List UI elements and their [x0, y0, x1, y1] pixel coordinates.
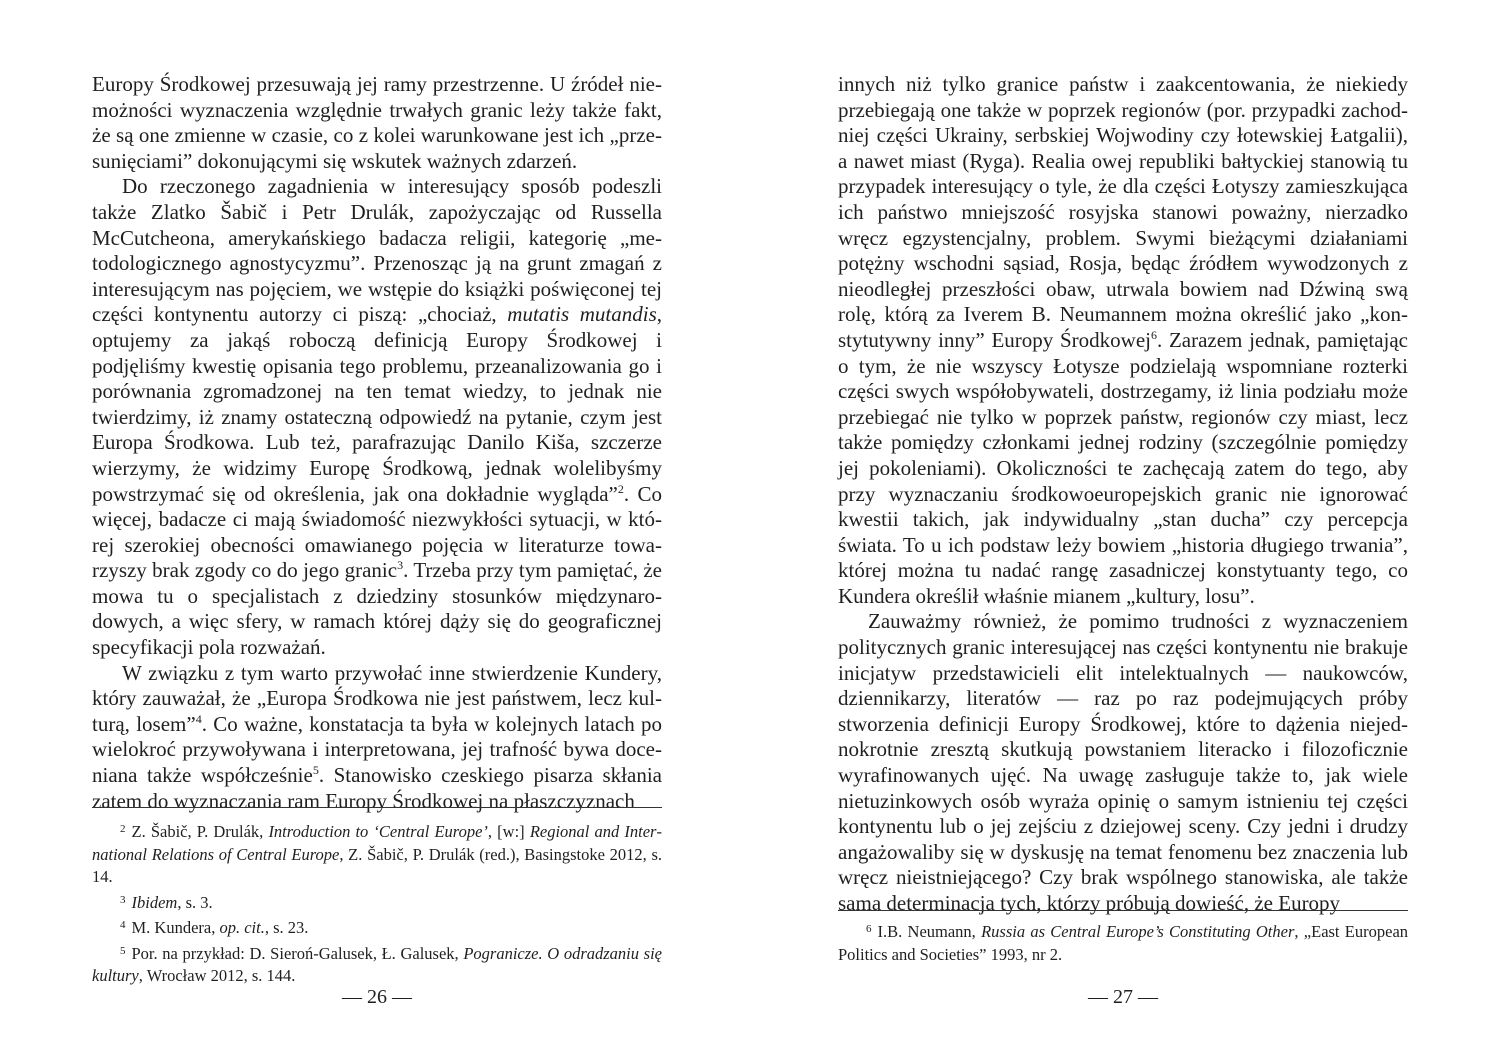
left-footnote-rule: [92, 807, 662, 808]
text-run: I.B. Neumann,: [877, 922, 982, 941]
text-run: , s. 23.: [264, 918, 309, 937]
text-run: Z. Šabič, P. Drulák,: [131, 822, 269, 841]
footnote: [92, 889, 662, 915]
footnote-reference: 5: [312, 763, 319, 778]
text-run: , optujemy za jakąś roboczą definicją Europy Środkowej i podjęliśmy kwestię opisania tego problemu, przeanalizowania go i porównania zgromadzonej na ten temat wiedzy, to jednak nie twierdzimy, iż znamy ostateczną odpowiedź na pytanie, czym jest Europa Środkowa. Lub też, parafrazując Danilo Kiša, szczerze wierzymy, że widzimy Europę Środkową, jednak wolelibyśmy powstrzymać się od określenia, jak ona dokładnie wygląda”: [92, 302, 662, 506]
text-run: Europy Środkowej przesuwają jej ramy przestrzenne. U źródeł niemożności wyznaczenia względnie trwałych granic leży także fakt, że są one zmienne w czasie, co z kolei warunkowane jest ich „przesunięciami” dokonującymi się wskutek ważnych zdarzeń.: [92, 72, 662, 173]
italic-text: Pogranicze. O odradzaniu się kultury: [92, 943, 662, 985]
italic-text: Regional and International Relations of Central Europe: [92, 822, 662, 864]
text-run: , [w:]: [487, 822, 530, 841]
footnote: [92, 914, 662, 940]
text-run: . Stanowisko czeskiego pisarza skłania zatem do wyznaczania ram Europy Środkowej na płaszczyznach: [92, 763, 662, 813]
text-run: . Co ważne, konstatacja ta była w kolejnych latach po wielokroć przywoływana i interpretowana, jej trafność bywa doceniana także współcześnie: [92, 711, 662, 788]
footnote-reference: 2: [617, 481, 624, 496]
left-page-number: — 26 —: [342, 986, 412, 1008]
left-footnotes: [92, 818, 662, 988]
text-run: . Zarazem jednak, pamiętając o tym, że nie wszyscy Łotysze podzielają wspomniane rozterki części swych współobywateli, dostrzegamy, iż linia podziału może przebiegać nie tylko w poprzek państw, regionów czy miast, lecz także pomiędzy członkami jednej rodziny (szczególnie pomiędzy jej pokoleniami). Okoliczności te zachęcają zatem do tego, aby przy wyznaczaniu środkowoeuropejskich granic nie ignorować kwestii takich, jak indywidualny „stan ducha” czy percepcja świata. To u ich podstaw leży bowiem „historia długiego trwania”, której można tu nadać rangę zasadniczej konstytuanty tego, co Kundera określił właśnie mianem „kultury, losu”.: [838, 327, 1409, 608]
body-paragraph: [92, 661, 662, 815]
italic-text: mutatis mutandis: [507, 302, 657, 327]
footnote-reference: 4: [195, 711, 202, 726]
text-run: , Wrocław 2012, s. 144.: [138, 966, 296, 985]
footnote: [92, 940, 662, 988]
footnote-number: 6: [866, 923, 872, 935]
italic-text: Introduction to ‘Central Europe’: [268, 822, 488, 841]
left-page: [92, 0, 662, 1060]
text-run: . Trzeba przy tym pamiętać, że mowa tu o specjalistach z dziedziny stosunków międzynarodowych, a więc sfery, w ramach której dąży się do geograficznej specyfikacji pola rozważań.: [92, 558, 663, 660]
text-run: . Co więcej, badacze ci mają świadomość niezwykłości sytuacji, w której szerokiej obecności omawianego pojęcia w literaturze towarzyszy brak zgody co do jego granic: [92, 481, 662, 583]
italic-text: Ibidem: [131, 892, 178, 912]
footnote-reference: 6: [1150, 327, 1157, 342]
footnote-reference: 3: [397, 558, 404, 573]
italic-text: op. cit.: [219, 918, 265, 937]
right-body-text: [838, 72, 1408, 917]
text-run: innych niż tylko granice państw i zaakcentowania, że niekiedy przebiegają one także w poprzek regionów (por. przypadki zachodniej części Ukrainy, serbskiej Wojwodiny czy łotewskiej Łatgalii), a nawet miast (Ryga). Realia owej republiki bałtyckiej stanowią tu przypadek interesujący o tyle, że dla części Łotyszy zamieszkująca ich państwo mniejszość rosyjska stanowi poważny, nierzadko wręcz egzystencjalny, problem. Swymi bieżącymi działaniami potężny wschodni sąsiad, Rosja, będąc źródłem wywodzonych z nieodległej przeszłości obaw, utrwala bowiem nad Dźwiną swą rolę, którą za Iverem B. Neumannem można określić jako „konstytutywny inny” Europy Środkowej: [838, 72, 1408, 352]
text-run: W związku z tym warto przywołać inne stwierdzenie Kundery, który zauważał, że „Europa Środkowa nie jest państwem, lecz kulturą, losem”: [92, 660, 662, 736]
left-body-text: [92, 72, 662, 814]
text-run: Do rzeczonego zagadnienia w interesujący sposób podeszli także Zlatko Šabič i Petr Drulák, zapożyczając od Russella McCutcheona, amerykańskiego badacza religii, kategorię „metodologicznego agnostycyzmu”. Przenosząc ją na grunt zmagań z interesującym nas pojęciem, we wstępie do książki poświęconej tej części kontynentu autorzy ci piszą: „chociaż,: [92, 174, 662, 327]
body-paragraph: [92, 174, 662, 660]
right-footnotes: [838, 918, 1408, 966]
footnote-number: 5: [120, 944, 126, 957]
right-footnote-rule: [838, 910, 1408, 911]
right-page-number: — 27 —: [1088, 986, 1158, 1008]
text-run: M. Kundera,: [131, 918, 220, 937]
footnote: [838, 918, 1408, 966]
text-run: , s. 3.: [177, 892, 213, 912]
footnote-number: 2: [120, 823, 126, 835]
text-run: , „East European Politics and Societies” 1993, nr 2.: [838, 922, 1409, 964]
body-paragraph: [838, 72, 1408, 609]
text-run: , Z. Šabič, P. Drulák (red.), Basingstoke 2012, s. 14.: [92, 844, 663, 886]
text-run: Zauważmy również, że pomimo trudności z wyznaczeniem politycznych granic interesującej nas części kontynentu nie brakuje inicjatyw przedstawicieli elit intelektualnych — naukowców, dziennikarzy, literatów — raz po raz podejmujących próby stworzenia definicji Europy Środkowej, które to dążenia niejednokrotnie zresztą skutkują powstaniem literacko i filozoficznie wyrafinowanych ujęć. Na uwagę zasługuje także to, jak wiele nietuzinkowych osób wyraża opinię o samym istnieniu tej części kontynentu lub o jej zejściu z dziejowej sceny. Czy jedni i drudzy angażowaliby się w dyskusję na temat fenomenu bez znaczenia lub wręcz nieistniejącego? Czy brak wspólnego stanowiska, ale także sama determinacja tych, którzy próbują dowieść, że Europy: [838, 609, 1408, 915]
right-page: [838, 0, 1408, 1060]
footnote-number: 4: [120, 919, 126, 931]
footnote: [92, 818, 662, 889]
body-paragraph: [92, 72, 662, 174]
footnote-number: 3: [120, 893, 126, 906]
italic-text: Russia as Central Europe’s Constituting Other: [981, 922, 1295, 941]
body-paragraph: [838, 609, 1408, 916]
text-run: Por. na przykład: D. Sieroń-Galusek, Ł. Galusek,: [131, 943, 464, 963]
